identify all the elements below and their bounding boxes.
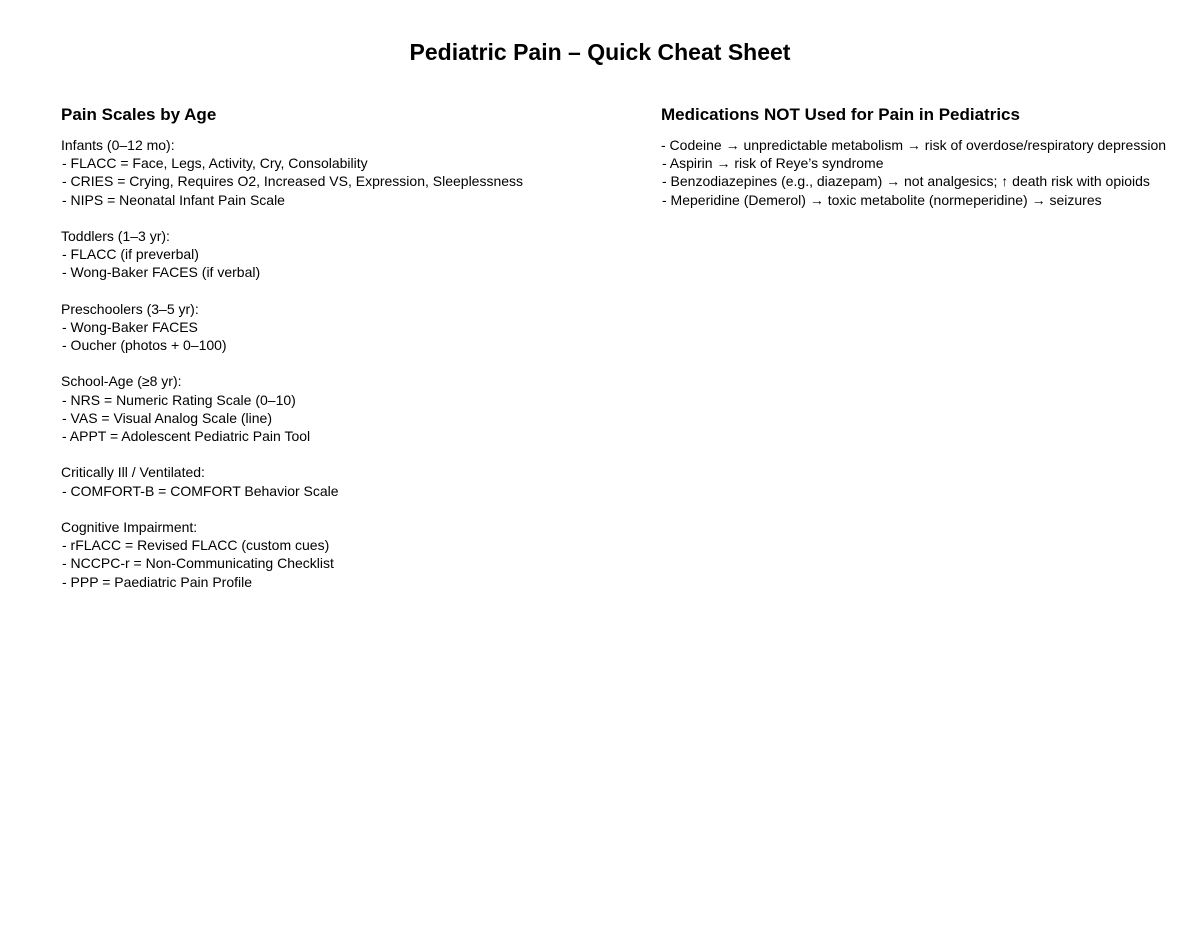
- critically-ill-group: [61, 463, 523, 499]
- toddlers-group: [61, 227, 523, 282]
- pain-scales-heading: Pain Scales by Age: [61, 105, 217, 124]
- list-item: - Codeine → unpredictable metabolism → risk of overdose/respiratory depression: [661, 137, 1167, 153]
- list-item: - COMFORT-B = COMFORT Behavior Scale: [62, 482, 339, 499]
- list-item: - Benzodiazepines (e.g., diazepam) → not analgesics; ↑ death risk with opioids: [662, 173, 1150, 190]
- list-item: - Aspirin → risk of Reye’s syndrome: [662, 155, 884, 172]
- list-item: - FLACC = Face, Legs, Activity, Cry, Consolability: [62, 155, 368, 172]
- group-header-school-age: School-Age (≥8 yr):: [61, 373, 182, 390]
- medications-list: [661, 136, 1200, 209]
- list-item: - PPP = Paediatric Pain Profile: [62, 573, 253, 590]
- list-item: - NIPS = Neonatal Infant Pain Scale: [62, 191, 285, 208]
- list-item: - rFLACC = Revised FLACC (custom cues): [62, 537, 330, 554]
- medications-section: [661, 104, 1200, 227]
- list-item: - Wong-Baker FACES (if verbal): [62, 264, 261, 281]
- cognitive-impairment-group: [61, 518, 523, 591]
- list-item: - NCCPC-r = Non-Communicating Checklist: [62, 555, 334, 572]
- group-header-infants: Infants (0–12 mo):: [61, 137, 175, 153]
- group-header-cognitive-impairment: Cognitive Impairment:: [61, 518, 198, 535]
- medications-heading: Medications NOT Used for Pain in Pediatrics: [661, 105, 1020, 124]
- list-item: - CRIES = Crying, Requires O2, Increased VS, Expression, Sleeplessness: [62, 173, 524, 190]
- pain-scales-section: [61, 104, 523, 609]
- group-header-preschoolers: Preschoolers (3–5 yr):: [61, 300, 199, 317]
- list-item: - Oucher (photos + 0–100): [62, 337, 227, 354]
- group-header-critically-ill: Critically Ill / Ventilated:: [61, 464, 205, 481]
- infants-group: [61, 136, 523, 209]
- list-item: - Wong-Baker FACES: [62, 318, 198, 335]
- list-item: - Meperidine (Demerol) → toxic metabolite (normeperidine) → seizures: [662, 191, 1102, 208]
- group-header-toddlers: Toddlers (1–3 yr):: [61, 227, 170, 244]
- list-item: - VAS = Visual Analog Scale (line): [62, 409, 272, 426]
- list-item: - APPT = Adolescent Pediatric Pain Tool: [62, 428, 311, 444]
- preschoolers-group: [61, 300, 523, 355]
- school-age-group: [61, 372, 523, 445]
- page-title: Pediatric Pain – Quick Cheat Sheet: [409, 39, 791, 65]
- list-item: - FLACC (if preverbal): [62, 246, 199, 263]
- list-item: - NRS = Numeric Rating Scale (0–10): [62, 391, 296, 408]
